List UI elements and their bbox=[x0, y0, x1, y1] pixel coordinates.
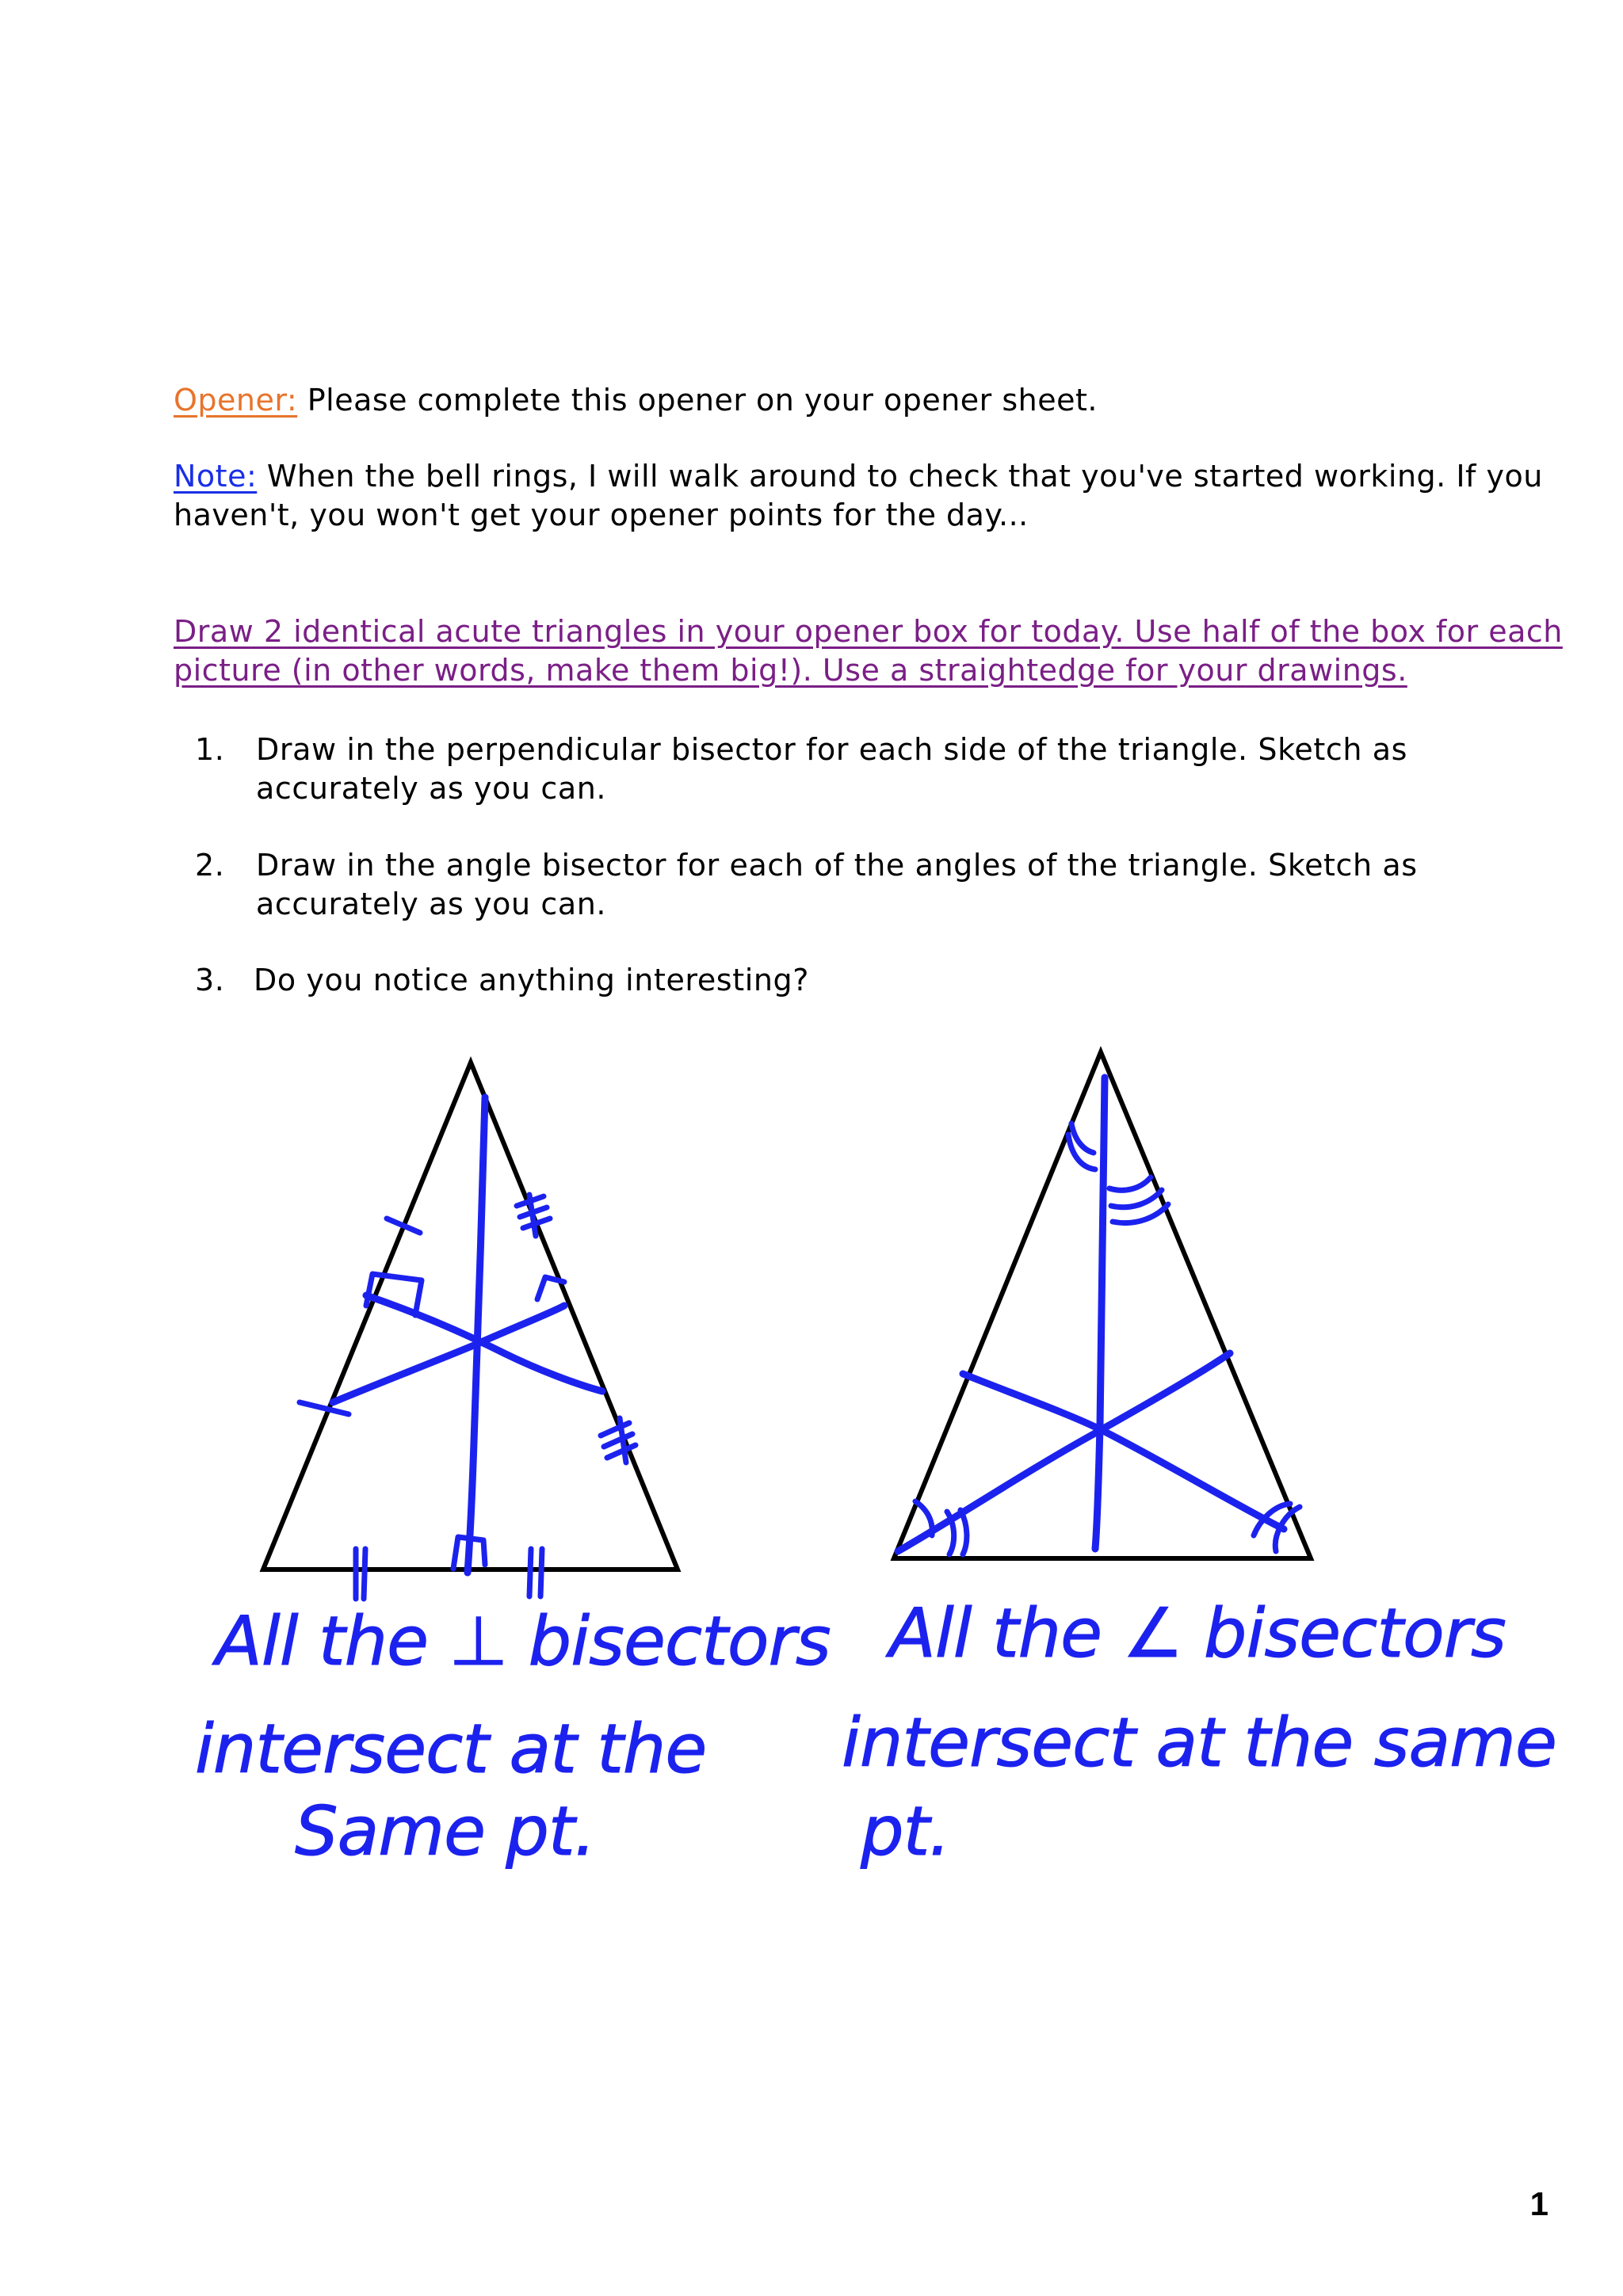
question-number: 3. bbox=[195, 963, 225, 997]
task-line-2: picture (in other words, make them big!). Use a straightedge for your drawings. bbox=[174, 653, 1407, 688]
handwritten-note-left-2: intersect at the bbox=[195, 1710, 707, 1789]
angle-bisector-top bbox=[1095, 1077, 1105, 1549]
angle-arc bbox=[915, 1501, 932, 1535]
note-label: Note: bbox=[174, 459, 258, 494]
angle-arc bbox=[1071, 1123, 1094, 1153]
question-line: Draw in the angle bisector for each of the angles of the triangle. Sketch as bbox=[256, 848, 1418, 883]
question-line: accurately as you can. bbox=[256, 771, 607, 806]
angle-arc bbox=[960, 1510, 967, 1554]
opener-label: Opener: bbox=[174, 383, 298, 418]
handwritten-note-right-1: All the ∠ bisectors bbox=[889, 1594, 1506, 1673]
angle-arc bbox=[1275, 1507, 1300, 1551]
handwritten-note-right-3: pt. bbox=[861, 1792, 950, 1871]
question-line: Do you notice anything interesting? bbox=[254, 963, 810, 997]
angle-arc bbox=[947, 1512, 954, 1554]
handwritten-note-left-1: All the ⊥ bisectors bbox=[216, 1602, 831, 1681]
tick-mark bbox=[356, 1549, 365, 1599]
question-line: Draw in the perpendicular bisector for each side of the triangle. Sketch as bbox=[256, 732, 1407, 767]
tick-mark bbox=[517, 1195, 550, 1236]
handwritten-note-right-2: intersect at the same bbox=[842, 1703, 1556, 1783]
right-angle-mark bbox=[537, 1277, 564, 1299]
page-number: 1 bbox=[1529, 2185, 1549, 2222]
question-number: 2. bbox=[195, 848, 225, 883]
question-line: accurately as you can. bbox=[256, 887, 607, 921]
tick-mark bbox=[529, 1549, 542, 1596]
angle-bisector-left bbox=[963, 1374, 1284, 1529]
question-number: 1. bbox=[195, 732, 225, 767]
opener-text: Please complete this opener on your opener sheet. bbox=[307, 383, 1098, 418]
right-triangle-figure bbox=[894, 1052, 1311, 1558]
note-text-2: haven't, you won't get your opener points for the day... bbox=[174, 498, 1029, 532]
left-triangle-figure bbox=[263, 1062, 678, 1599]
handwritten-note-left-3: Same pt. bbox=[295, 1792, 595, 1871]
angle-arc bbox=[1109, 1177, 1151, 1190]
tick-mark bbox=[300, 1402, 349, 1414]
note-text-1: When the bell rings, I will walk around to check that you've started working. If you bbox=[266, 459, 1543, 494]
task-line-1: Draw 2 identical acute triangles in your opener box for today. Use half of the box for each bbox=[174, 614, 1563, 649]
angle-bisector-right bbox=[898, 1353, 1230, 1551]
